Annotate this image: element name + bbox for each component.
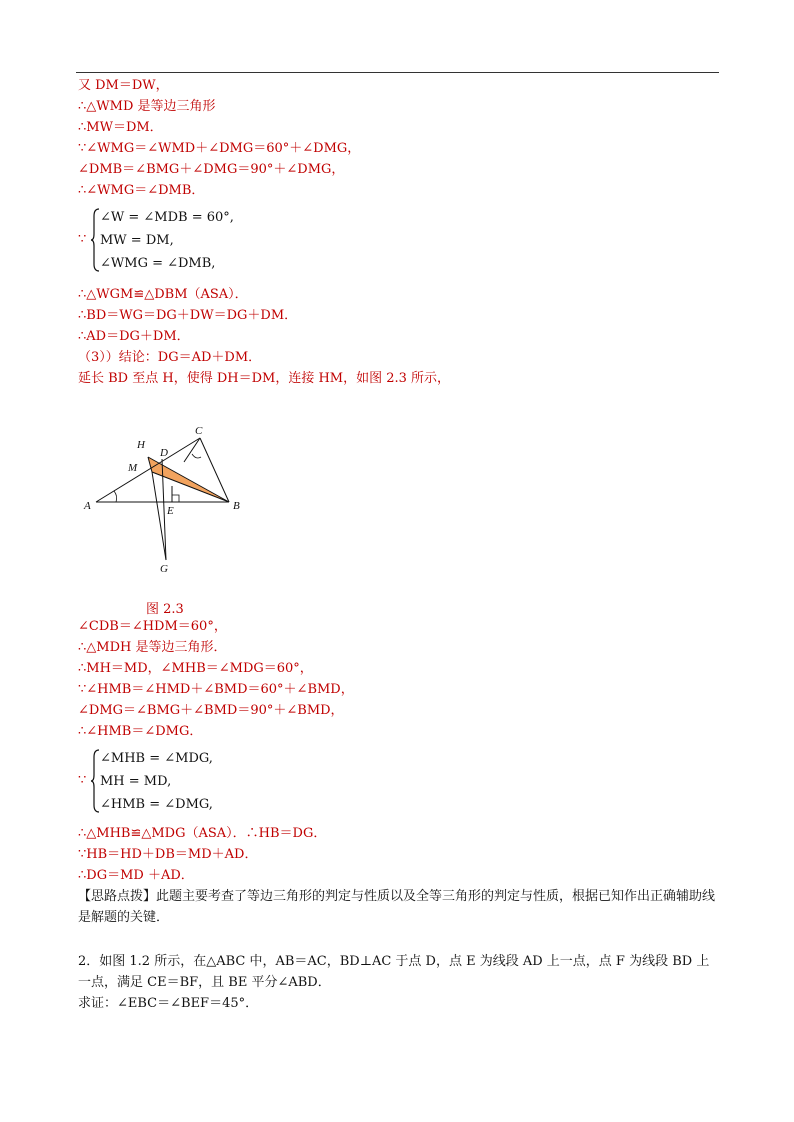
- proof-line: ∵∠HMB＝∠HMD＋∠BMD＝60°＋∠BMD，: [78, 682, 354, 697]
- brace-item: ∠HMB = ∠DMG,: [100, 797, 213, 812]
- proof-line: ∴MW＝DM．: [78, 120, 163, 135]
- proof-line: 又 DM＝DW，: [78, 78, 169, 93]
- label-A: A: [84, 500, 91, 512]
- because-symbol: ∵: [78, 232, 87, 247]
- thinking-tip: 【思路点拨】此题主要考查了等边三角形的判定与性质以及全等三角形的判定与性质，根据已知作出正确辅助线是解题的关键．: [78, 889, 716, 925]
- figure-caption: 图 2.3: [146, 602, 184, 617]
- proof-line: ∴△WGM≌△DBM（ASA）．: [78, 287, 248, 302]
- label-D: D: [160, 447, 168, 459]
- proof-line: ∴AD＝DG＋DM．: [78, 329, 190, 344]
- segment-AC: [96, 438, 200, 502]
- proof-line: （3））结论：DG＝AD＋DM．: [78, 350, 262, 365]
- angle-mark-A: [114, 491, 117, 502]
- proof-line: ∴DG＝MD ＋AD．: [78, 868, 194, 883]
- angle-mark-C: [192, 454, 201, 458]
- proof-line: ∠DMG＝∠BMG＋∠BMD＝90°＋∠BMD，: [78, 703, 344, 718]
- header-rule: [76, 72, 719, 73]
- segment-HB: [148, 457, 229, 502]
- problem-2-statement: 2．如图 1.2 所示，在△ABC 中，AB＝AC，BD⊥AC 于点 D，点 E 为线段 AD 上一点，点 F 为线段 BD 上一点，满足 CE＝BF，且 BE 平分∠ABD．: [78, 954, 710, 990]
- brace-item: MH = MD,: [100, 774, 172, 789]
- brace-item: ∠W = ∠MDB = 60°,: [100, 210, 234, 225]
- brace-item: MW = DM,: [100, 233, 174, 248]
- proof-line: ∴∠WMG＝∠DMB．: [78, 183, 205, 198]
- label-C: C: [195, 425, 203, 437]
- label-E: E: [167, 505, 174, 517]
- proof-line: ∠CDB＝∠HDM＝60°，: [78, 619, 227, 634]
- prove-statement: 求证：∠EBC＝∠BEF＝45°．: [78, 996, 259, 1011]
- proof-line: ∴△MHB≌△MDG（ASA）．∴HB＝DG．: [78, 826, 327, 841]
- brace-item: ∠WMG = ∠DMB,: [100, 256, 216, 271]
- proof-line: ∴△WMD 是等边三角形: [78, 99, 216, 114]
- proof-line: 延长 BD 至点 H，使得 DH＝DM，连接 HM，如图 2.3 所示，: [78, 371, 451, 386]
- proof-line: ∴∠HMB＝∠DMG．: [78, 724, 203, 739]
- brace-item: ∠MHB = ∠MDG,: [100, 751, 213, 766]
- left-brace: [90, 208, 100, 272]
- label-M: M: [128, 462, 138, 474]
- left-brace: [90, 749, 100, 813]
- because-symbol: ∵: [78, 773, 87, 788]
- proof-line: ∴BD＝WG＝DG＋DW＝DG＋DM．: [78, 308, 298, 323]
- proof-line: ∵HB＝HD＋DB＝MD＋AD．: [78, 847, 258, 862]
- geometry-figure-2-3: [78, 420, 278, 580]
- right-angle-mark: [172, 495, 179, 502]
- proof-line: ∠DMB＝∠BMG＋∠DMG＝90°＋∠DMG，: [78, 162, 345, 177]
- proof-line: ∴MH＝MD，∠MHB＝∠MDG＝60°，: [78, 661, 313, 676]
- proof-line: ∴△MDH 是等边三角形．: [78, 640, 227, 655]
- proof-line: ∵∠WMG＝∠WMD＋∠DMG＝60°＋∠DMG，: [78, 141, 361, 156]
- label-B: B: [233, 500, 240, 512]
- label-G: G: [160, 563, 168, 575]
- label-H: H: [137, 439, 145, 451]
